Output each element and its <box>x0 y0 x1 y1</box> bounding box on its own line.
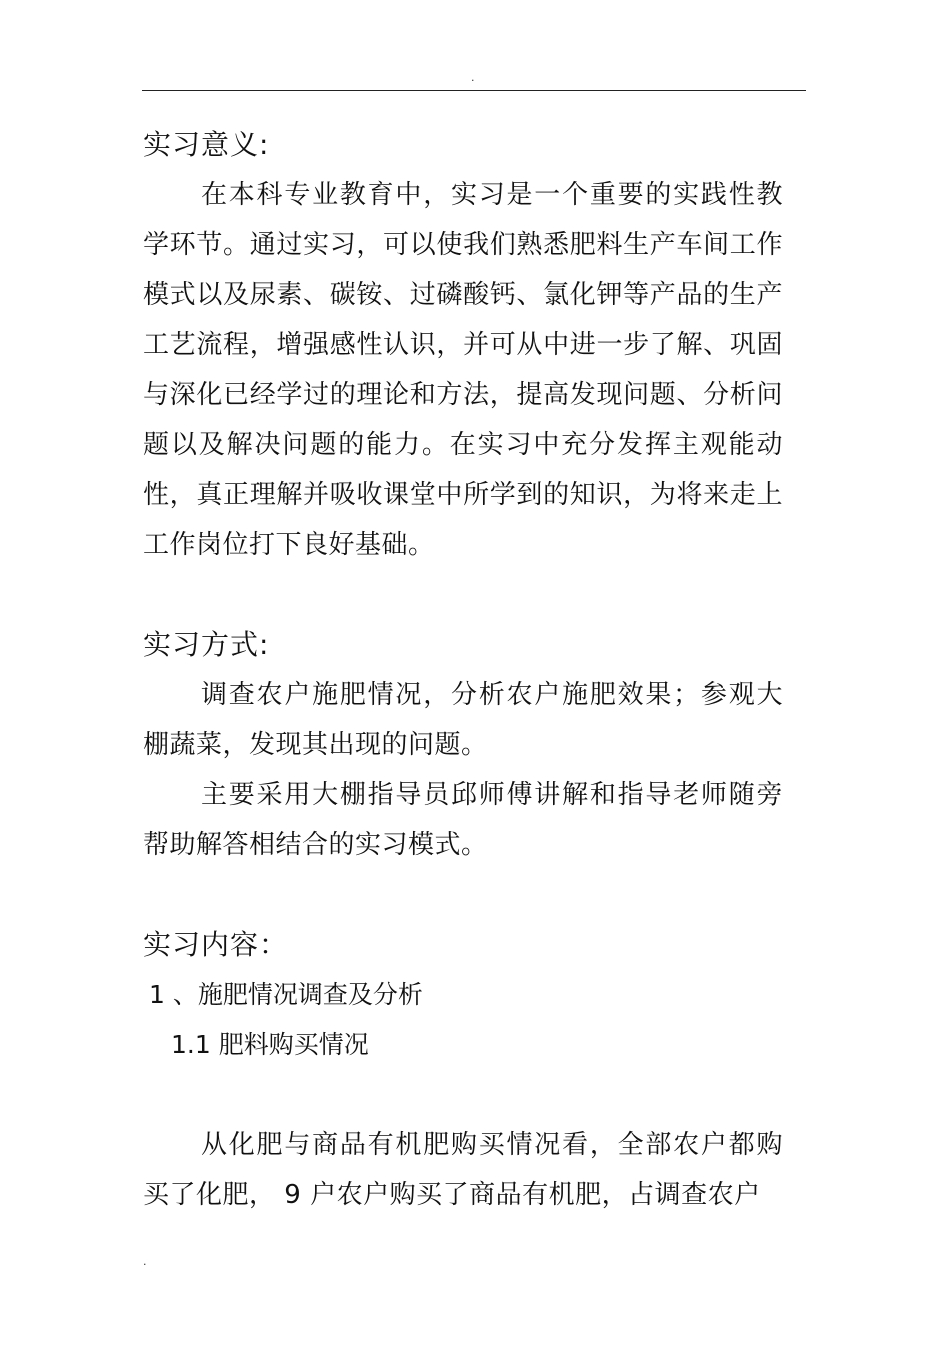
content-item-1: 1 、施肥情况调查及分析 <box>149 980 423 1009</box>
method-paragraph-1: 调查农户施肥情况，分析农户施肥效果；参观大棚蔬菜，发现其出现的问题。 <box>143 680 783 760</box>
header-mark: . <box>471 71 475 84</box>
section-gap <box>143 870 783 920</box>
section-title-content: 实习内容： <box>143 928 289 961</box>
section-gap <box>143 570 783 620</box>
document-body <box>143 120 783 1220</box>
footer-mark: . <box>143 1255 147 1268</box>
section-gap <box>143 1070 783 1120</box>
content-paragraph: 从化肥与商品有机肥购买情况看，全部农户都购买了化肥， 9 户农户购买了商品有机肥，占调查农户 <box>143 1130 783 1210</box>
method-paragraph-2: 主要采用大棚指导员邱师傅讲解和指导老师随旁帮助解答相结合的实习模式。 <box>143 780 783 860</box>
section-title-significance: 实习意义: <box>143 128 270 161</box>
significance-paragraph: 在本科专业教育中，实习是一个重要的实践性教学环节。通过实习，可以使我们熟悉肥料生产车间工作模式以及尿素、碳铵、过磷酸钙、氯化钾等产品的生产工艺流程，增强感性认识，并可从中进一步了解、巩固与深化已经学过的理论和方法，提高发现问题、分析问题以及解决问题的能力。在实习中充分发挥主观能动性，真正理解并吸收课堂中所学到的知识，为将来走上工作岗位打下良好基础。 <box>143 180 783 560</box>
section-title-method: 实习方式: <box>143 628 270 661</box>
content-subitem-1-1: 1.1 肥料购买情况 <box>171 1030 369 1059</box>
header-rule <box>142 90 806 91</box>
